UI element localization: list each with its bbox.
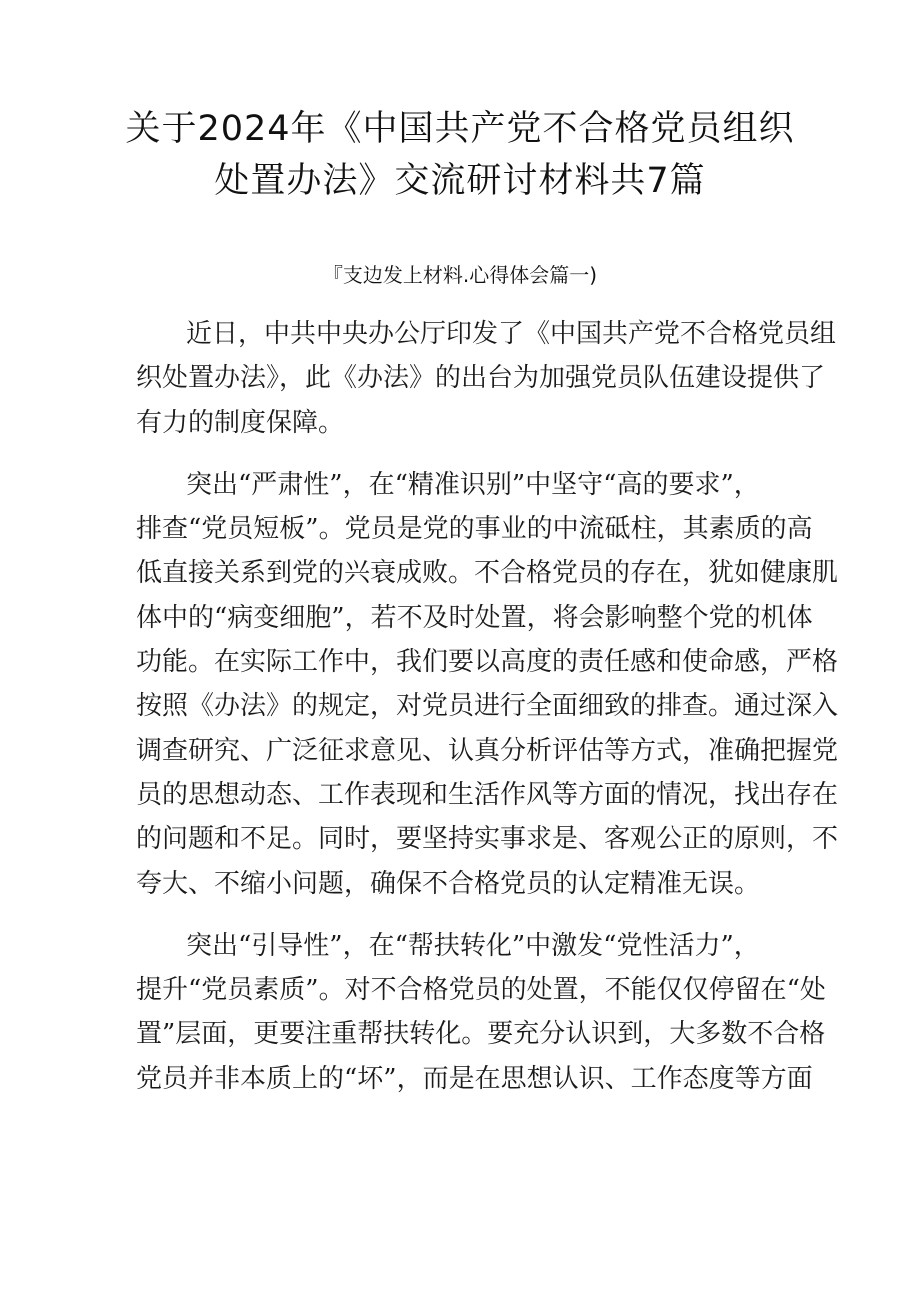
paragraph-line: 的问题和不足。同时，要坚持实事求是、客观公正的原则，不 (136, 824, 839, 855)
paragraph-line: 党员并非本质上的“坏”，而是在思想认识、工作态度等方面 (136, 1063, 813, 1094)
paragraph-line: 排查“党员短板”。党员是党的事业的中流砥柱，其素质的高 (136, 514, 813, 545)
document-body (136, 312, 839, 1119)
paragraph-line: 功能。在实际工作中，我们要以高度的责任感和使命感，严格 (136, 647, 839, 678)
paragraph (136, 463, 839, 906)
paragraph (136, 312, 837, 445)
paragraph (136, 924, 826, 1101)
paragraph-line: 突出“引导性”，在“帮扶转化”中激发“党性活力”， (186, 930, 760, 961)
paragraph-line: 织处置办法》，此《办法》的出台为加强党员队伍建设提供了 (136, 363, 826, 394)
paragraph-line: 员的思想动态、工作表现和生活作风等方面的情况，找出存在 (136, 779, 839, 810)
title-line: 关于2024年《中国共产党不合格党员组织 (125, 109, 795, 149)
paragraph-line: 近日，中共中央办公厅印发了《中国共产党不合格党员组 (186, 319, 837, 349)
paragraph-line: 体中的“病变细胞”，若不及时处置，将会影响整个党的机体 (136, 602, 813, 633)
section-subtitle: 『支边发上材料.心得体会篇一) (322, 263, 598, 287)
paragraph-line: 提升“党员素质”。对不合格党员的处置，不能仅仅停留在“处 (136, 975, 826, 1006)
paragraph-line: 按照《办法》的规定，对党员进行全面细致的排查。通过深入 (136, 691, 839, 722)
title-line: 处置办法》交流研讨材料共7篇 (214, 161, 706, 201)
paragraph-line: 突出“严肃性”，在“精准识别”中坚守“高的要求”， (186, 469, 760, 500)
paragraph-line: 有力的制度保障。 (136, 407, 345, 438)
document-title (110, 103, 810, 207)
paragraph-line: 低直接关系到党的兴衰成败。不合格党员的存在，犹如健康肌 (136, 558, 839, 589)
paragraph-line: 置”层面，更要注重帮扶转化。要充分认识到，大多数不合格 (136, 1019, 826, 1050)
paragraph-line: 调查研究、广泛征求意见、认真分析评估等方式，准确把握党 (136, 735, 839, 766)
paragraph-line: 夸大、不缩小问题，确保不合格党员的认定精准无误。 (136, 868, 761, 899)
